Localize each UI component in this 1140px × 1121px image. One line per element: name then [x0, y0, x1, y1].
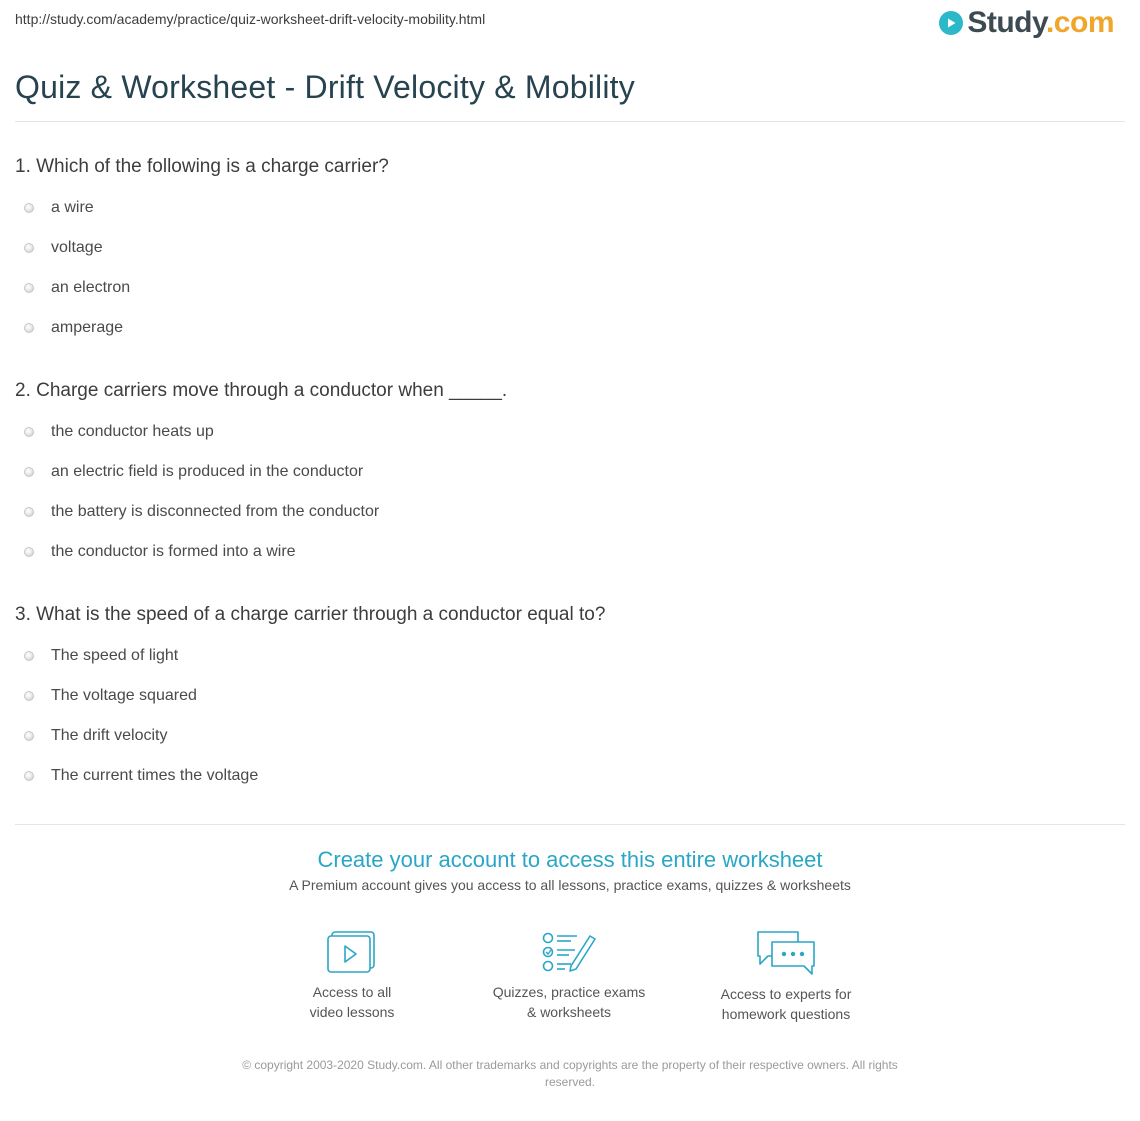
- feature-text: Access to experts for homework questions: [720, 986, 852, 1022]
- copyright: © copyright 2003-2020 Study.com. All other trademarks and copyrights are the property of their respective owners. All rights reserved.: [242, 1058, 898, 1089]
- radio-icon[interactable]: [24, 547, 34, 557]
- feature-experts: [686, 930, 886, 1024]
- radio-icon[interactable]: [24, 467, 34, 477]
- video-lesson-icon: [326, 930, 378, 974]
- question-1: [15, 155, 389, 348]
- radio-icon[interactable]: [24, 691, 34, 701]
- signup-cta: [0, 847, 1140, 893]
- answer-option[interactable]: The drift velocity: [15, 716, 605, 756]
- radio-icon[interactable]: [24, 507, 34, 517]
- play-icon: [939, 11, 963, 35]
- answer-option[interactable]: an electric field is produced in the conductor: [15, 452, 507, 492]
- answer-option[interactable]: amperage: [15, 308, 389, 348]
- feature-text: Access to all video lessons: [309, 984, 395, 1020]
- question-2: [15, 379, 507, 572]
- feature-video-lessons: [252, 930, 452, 1022]
- radio-icon[interactable]: [24, 203, 34, 213]
- logo-text: Study.com: [967, 6, 1114, 39]
- answer-options: [15, 636, 605, 796]
- radio-icon[interactable]: [24, 427, 34, 437]
- feature-quizzes: [469, 930, 669, 1022]
- answer-option[interactable]: The voltage squared: [15, 676, 605, 716]
- radio-icon[interactable]: [24, 283, 34, 293]
- radio-icon[interactable]: [24, 651, 34, 661]
- answer-option[interactable]: an electron: [15, 268, 389, 308]
- quiz-checklist-icon: [541, 930, 597, 974]
- answer-option[interactable]: the conductor is formed into a wire: [15, 532, 507, 572]
- answer-option[interactable]: The current times the voltage: [15, 756, 605, 796]
- answer-option[interactable]: the battery is disconnected from the conductor: [15, 492, 507, 532]
- question-text: 2. Charge carriers move through a conductor when _____.: [15, 380, 508, 401]
- page-title: Quiz & Worksheet - Drift Velocity & Mobility: [15, 69, 635, 105]
- answer-option[interactable]: the conductor heats up: [15, 412, 507, 452]
- study-logo[interactable]: [939, 6, 1114, 40]
- answer-option[interactable]: The speed of light: [15, 636, 605, 676]
- page-url: http://study.com/academy/practice/quiz-worksheet-drift-velocity-mobility.html: [15, 11, 486, 27]
- feature-text: Quizzes, practice exams & worksheets: [492, 984, 646, 1020]
- answer-options: [15, 188, 389, 348]
- answer-option[interactable]: voltage: [15, 228, 389, 268]
- radio-icon[interactable]: [24, 243, 34, 253]
- question-text: 3. What is the speed of a charge carrier through a conductor equal to?: [15, 604, 606, 625]
- chat-bubbles-icon: [754, 930, 818, 976]
- question-3: [15, 603, 605, 796]
- divider: [15, 121, 1125, 122]
- radio-icon[interactable]: [24, 771, 34, 781]
- radio-icon[interactable]: [24, 731, 34, 741]
- cta-title[interactable]: Create your account to access this entire worksheet: [317, 847, 823, 872]
- answer-options: [15, 412, 507, 572]
- answer-option[interactable]: a wire: [15, 188, 389, 228]
- cta-subtitle: A Premium account gives you access to all lessons, practice exams, quizzes & worksheets: [289, 877, 851, 893]
- question-text: 1. Which of the following is a charge carrier?: [15, 156, 389, 177]
- divider: [15, 824, 1125, 825]
- radio-icon[interactable]: [24, 323, 34, 333]
